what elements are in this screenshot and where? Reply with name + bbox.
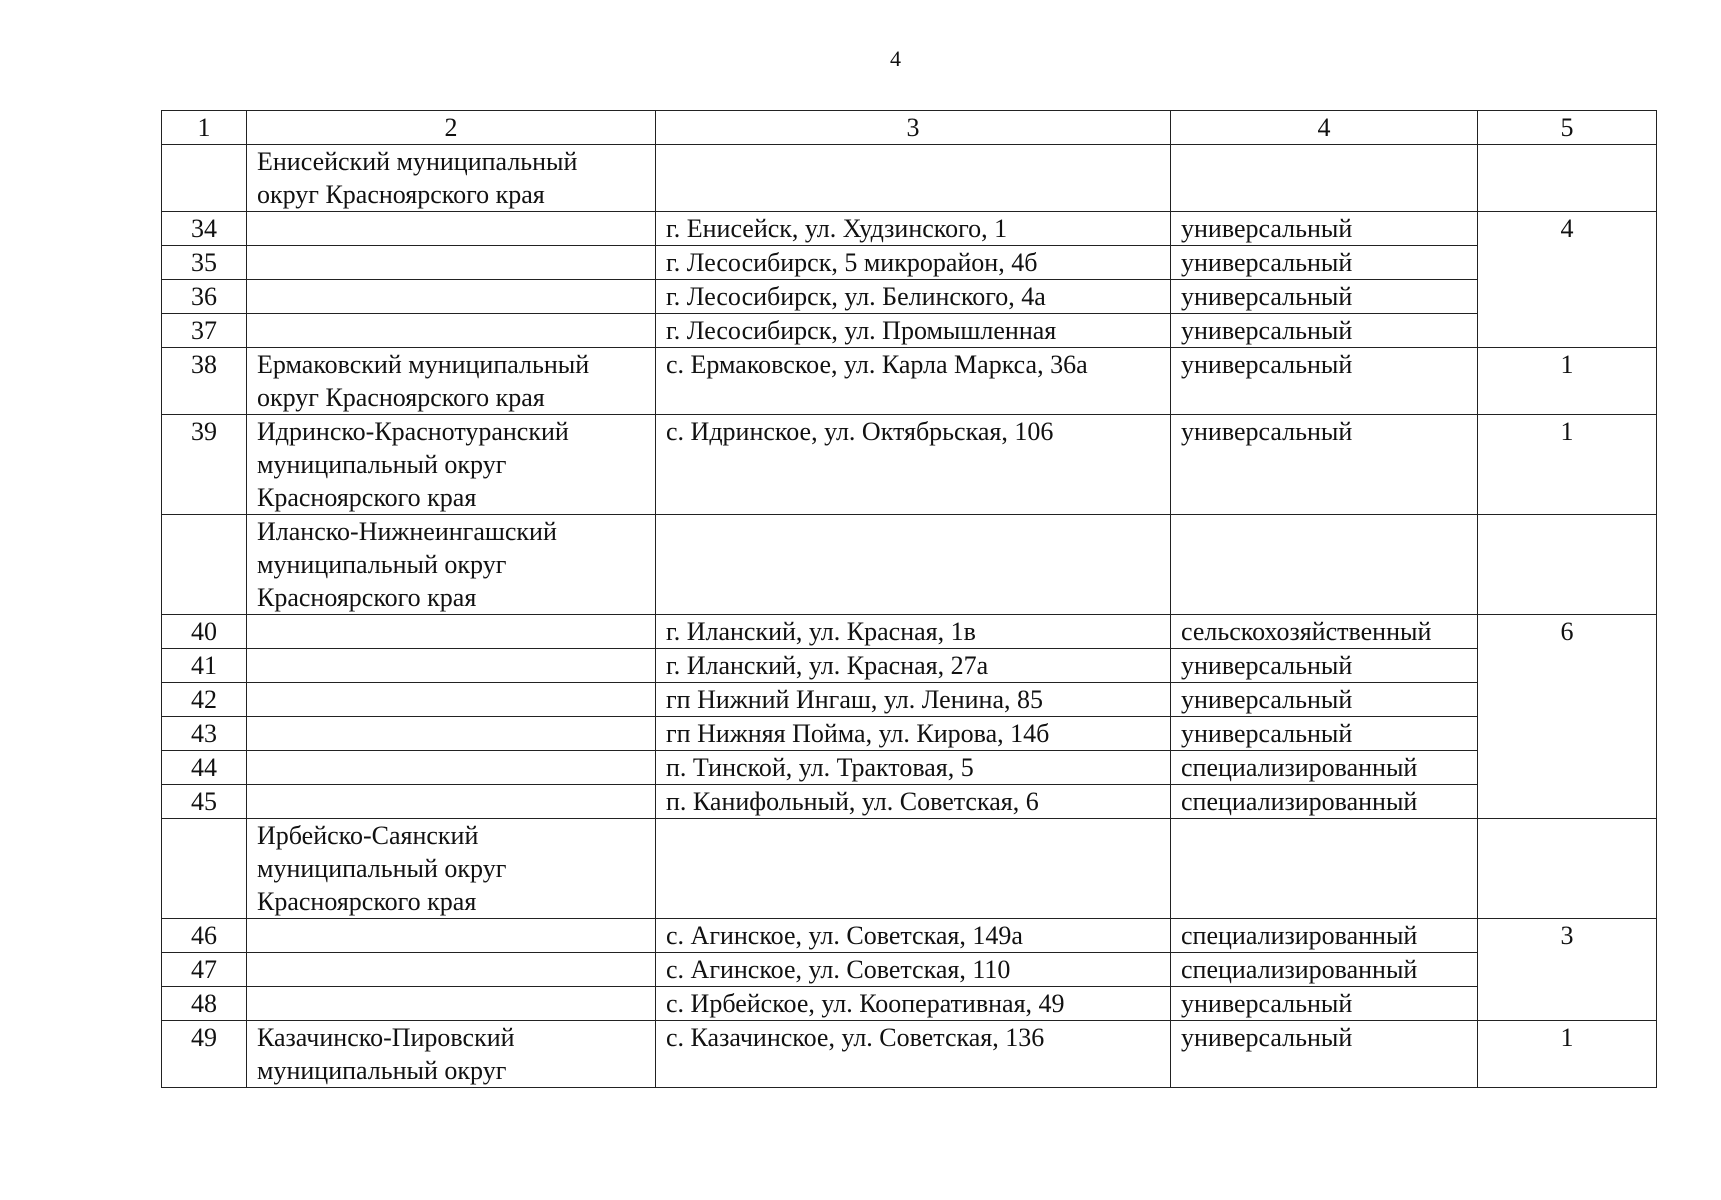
column-header-count: 5 — [1478, 111, 1657, 145]
market-type-cell: универсальный — [1171, 348, 1478, 415]
table-row — [162, 314, 1657, 348]
market-count-cell: 1 — [1478, 348, 1657, 415]
market-type-cell: универсальный — [1171, 717, 1478, 751]
municipality-cell — [247, 751, 656, 785]
market-count-cell — [1478, 515, 1657, 615]
market-count-cell — [1478, 145, 1657, 212]
market-type-cell: универсальный — [1171, 212, 1478, 246]
address-cell: п. Тинской, ул. Трактовая, 5 — [656, 751, 1171, 785]
address-cell: с. Ермаковское, ул. Карла Маркса, 36а — [656, 348, 1171, 415]
municipality-row — [162, 515, 1657, 615]
table-header — [162, 111, 1657, 145]
table-body — [162, 145, 1657, 1088]
address-cell: г. Енисейск, ул. Худзинского, 1 — [656, 212, 1171, 246]
table-row — [162, 953, 1657, 987]
market-count-cell — [1478, 819, 1657, 919]
row-number: 34 — [162, 212, 247, 246]
municipality-cell — [247, 683, 656, 717]
address-cell — [656, 145, 1171, 212]
address-cell: г. Лесосибирск, 5 микрорайон, 4б — [656, 246, 1171, 280]
row-number: 42 — [162, 683, 247, 717]
column-header-number: 1 — [162, 111, 247, 145]
row-number: 47 — [162, 953, 247, 987]
table-row — [162, 683, 1657, 717]
municipality-cell — [247, 919, 656, 953]
row-number: 46 — [162, 919, 247, 953]
row-number: 38 — [162, 348, 247, 415]
market-type-cell: специализированный — [1171, 785, 1478, 819]
row-number — [162, 819, 247, 919]
market-type-cell: универсальный — [1171, 987, 1478, 1021]
row-number: 48 — [162, 987, 247, 1021]
municipality-cell: Ермаковский муниципальный округ Красноярского края — [247, 348, 656, 415]
market-type-cell: универсальный — [1171, 415, 1478, 515]
market-count-cell: 1 — [1478, 1021, 1657, 1088]
address-cell: гп Нижний Ингаш, ул. Ленина, 85 — [656, 683, 1171, 717]
market-count-cell: 4 — [1478, 212, 1657, 348]
address-cell — [656, 515, 1171, 615]
table-row — [162, 280, 1657, 314]
row-number: 37 — [162, 314, 247, 348]
row-number: 45 — [162, 785, 247, 819]
municipality-cell — [247, 987, 656, 1021]
markets-table — [161, 110, 1657, 1088]
address-cell: г. Иланский, ул. Красная, 1в — [656, 615, 1171, 649]
municipality-row — [162, 145, 1657, 212]
municipality-cell — [247, 314, 656, 348]
market-type-cell: универсальный — [1171, 649, 1478, 683]
table-row — [162, 717, 1657, 751]
table-row — [162, 212, 1657, 246]
market-type-cell: специализированный — [1171, 919, 1478, 953]
market-type-cell: специализированный — [1171, 751, 1478, 785]
market-type-cell: универсальный — [1171, 1021, 1478, 1088]
row-number: 44 — [162, 751, 247, 785]
table-row — [162, 649, 1657, 683]
municipality-cell — [247, 649, 656, 683]
row-number — [162, 145, 247, 212]
market-type-cell: сельскохозяйственный — [1171, 615, 1478, 649]
municipality-cell: Идринско-Краснотуранский муниципальный округ Красноярского края — [247, 415, 656, 515]
row-number: 36 — [162, 280, 247, 314]
address-cell: с. Агинское, ул. Советская, 110 — [656, 953, 1171, 987]
municipality-row — [162, 819, 1657, 919]
municipality-cell — [247, 717, 656, 751]
market-type-cell: универсальный — [1171, 683, 1478, 717]
address-cell: г. Иланский, ул. Красная, 27а — [656, 649, 1171, 683]
column-header-market-type: 4 — [1171, 111, 1478, 145]
row-number: 40 — [162, 615, 247, 649]
market-type-cell — [1171, 819, 1478, 919]
municipality-cell — [247, 212, 656, 246]
municipality-cell — [247, 280, 656, 314]
municipality-row — [162, 348, 1657, 415]
address-cell: п. Канифольный, ул. Советская, 6 — [656, 785, 1171, 819]
table-row — [162, 615, 1657, 649]
address-cell: с. Казачинское, ул. Советская, 136 — [656, 1021, 1171, 1088]
address-cell: с. Ирбейское, ул. Кооперативная, 49 — [656, 987, 1171, 1021]
municipality-cell: Енисейский муниципальный округ Красноярского края — [247, 145, 656, 212]
column-header-municipality: 2 — [247, 111, 656, 145]
address-cell: г. Лесосибирск, ул. Белинского, 4а — [656, 280, 1171, 314]
row-number: 35 — [162, 246, 247, 280]
market-type-cell — [1171, 515, 1478, 615]
market-count-cell: 3 — [1478, 919, 1657, 1021]
address-cell: гп Нижняя Пойма, ул. Кирова, 14б — [656, 717, 1171, 751]
market-type-cell: универсальный — [1171, 246, 1478, 280]
municipality-cell: Казачинско-Пировский муниципальный округ — [247, 1021, 656, 1088]
table-row — [162, 919, 1657, 953]
row-number: 39 — [162, 415, 247, 515]
table-row — [162, 785, 1657, 819]
header-row — [162, 111, 1657, 145]
municipality-cell — [247, 785, 656, 819]
municipality-row — [162, 1021, 1657, 1088]
address-cell: с. Агинское, ул. Советская, 149а — [656, 919, 1171, 953]
market-count-cell: 1 — [1478, 415, 1657, 515]
market-type-cell — [1171, 145, 1478, 212]
municipality-cell — [247, 246, 656, 280]
page-number: 4 — [890, 46, 901, 71]
address-cell: с. Идринское, ул. Октябрьская, 106 — [656, 415, 1171, 515]
row-number: 41 — [162, 649, 247, 683]
column-header-address: 3 — [656, 111, 1171, 145]
market-count-cell: 6 — [1478, 615, 1657, 819]
market-type-cell: универсальный — [1171, 280, 1478, 314]
row-number: 49 — [162, 1021, 247, 1088]
municipality-cell: Ирбейско-Саянский муниципальный округ Красноярского края — [247, 819, 656, 919]
municipality-cell: Иланско-Нижнеингашский муниципальный округ Красноярского края — [247, 515, 656, 615]
market-type-cell: универсальный — [1171, 314, 1478, 348]
address-cell — [656, 819, 1171, 919]
table-row — [162, 751, 1657, 785]
row-number — [162, 515, 247, 615]
municipality-cell — [247, 953, 656, 987]
table-row — [162, 246, 1657, 280]
market-type-cell: специализированный — [1171, 953, 1478, 987]
municipality-row — [162, 415, 1657, 515]
row-number: 43 — [162, 717, 247, 751]
table-row — [162, 987, 1657, 1021]
address-cell: г. Лесосибирск, ул. Промышленная — [656, 314, 1171, 348]
municipality-cell — [247, 615, 656, 649]
